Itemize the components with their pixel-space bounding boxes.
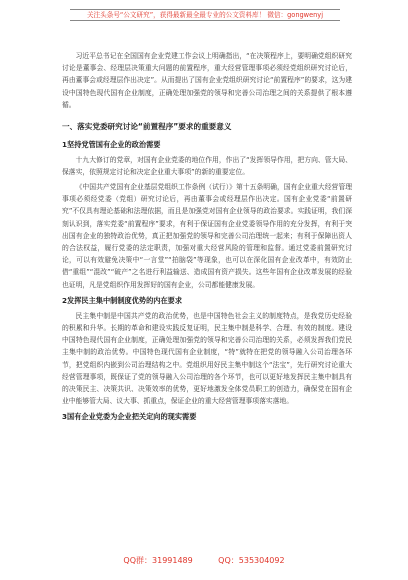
subheading-3: 3国有企业党委为企业把关定向的现实需要 <box>62 412 197 422</box>
subheading-1: 1坚持党管国有企业的政治需要 <box>62 140 161 150</box>
qq-group: QQ群：31991489 <box>123 556 193 565</box>
section-heading-1: 一、落实党委研究讨论“前置程序”要求的重要意义 <box>62 122 232 132</box>
paragraph-3: 《中国共产党国有企业基层党组织工作条例（试行）》第十五条明确，国有企业重大经营管理事项必须经党委（党组）研究讨论后，再由董事会或经理层作出决定。国有企业党委“前置研究”不仅具有理论基础和法理依据，而且是加强党对国有企业领导的政治要求。实践证明，我们深刻认识到，落实党委“前置程序”要求，有利于保证国有企业党委领导作用的充分发挥，有利于突出国有企业的独特政治优势，真正把加强党的领导和完善公司治理统一起来；有利于保障出资人的合法权益，履行党委的法定职责，加强对重大经营风险的管理和监督。通过党委前置研究讨论，可以有效避免决策中“一言堂”“拍脑袋”等现象，也可以在深化国有企业改革中，有效防止借“重组”“混改”“破产”之名进行利益输送、造成国有资产损失。这些年国有企业改革发展的经验也证明，凡是党组织作用发挥好的国有企业，公司都能健康发展。 <box>62 182 352 289</box>
footer-contact <box>0 555 408 566</box>
article-body <box>62 50 352 426</box>
paragraph-4: 民主集中制是中国共产党的政治优势，也是中国特色社会主义的制度特点，是我党历史经验的积累和升华。长期的革命和建设实践反复证明，民主集中制是科学、合理、有效的制度。建设中国特色现代国有企业制度，正确处理加强党的领导和完善公司治理的关系，必须发挥我们党民主集中制的政治优势。中国特色现代国有企业制度，“特”就特在把党的领导融入公司治理各环节，把党组织内嵌到公司治理结构之中。党组织用好民主集中制这个“法宝”，先行研究讨论重大经营管理事项，既保证了党的领导融入公司治理的各个环节，也可以更好地发挥民主集中制具有的决策民主、决策共识、决策效率的优势，更好地激发全体党员职工的创造力，确保党在国有企业中能够管大局、议大事、抓重点，保证企业的重大经营管理事项落实落地。 <box>62 311 352 406</box>
qq-number: QQ：535304092 <box>218 556 285 565</box>
intro-paragraph: 习近平总书记在全国国有企业党建工作会议上明确指出，“在决策程序上，要明确党组织研究讨论是董事会、经理层决策重大问题的前置程序，重大经营管理事项必须经党组织研究讨论后，再由董事会或经理层作出决定”。从而提出了国有企业党组织研究讨论“前置程序”的要求，这为建设中国特色现代国有企业制度，正确处理加强党的领导和完善公司治理之间的关系提供了根本遵循。 <box>62 52 352 109</box>
paragraph-2: 十九大修订的党章，对国有企业党委的地位作用，作出了“发挥领导作用，把方向、管大局、保落实，依照规定讨论和决定企业重大事项”的新的重要定位。 <box>62 156 352 177</box>
promo-banner: 关注头条号“公文研究”，获得最新最全最专业的公文资料库！ 微信：gongwenyj <box>70 9 340 21</box>
subheading-2: 2发挥民主集中制制度优势的内在要求 <box>62 295 183 305</box>
